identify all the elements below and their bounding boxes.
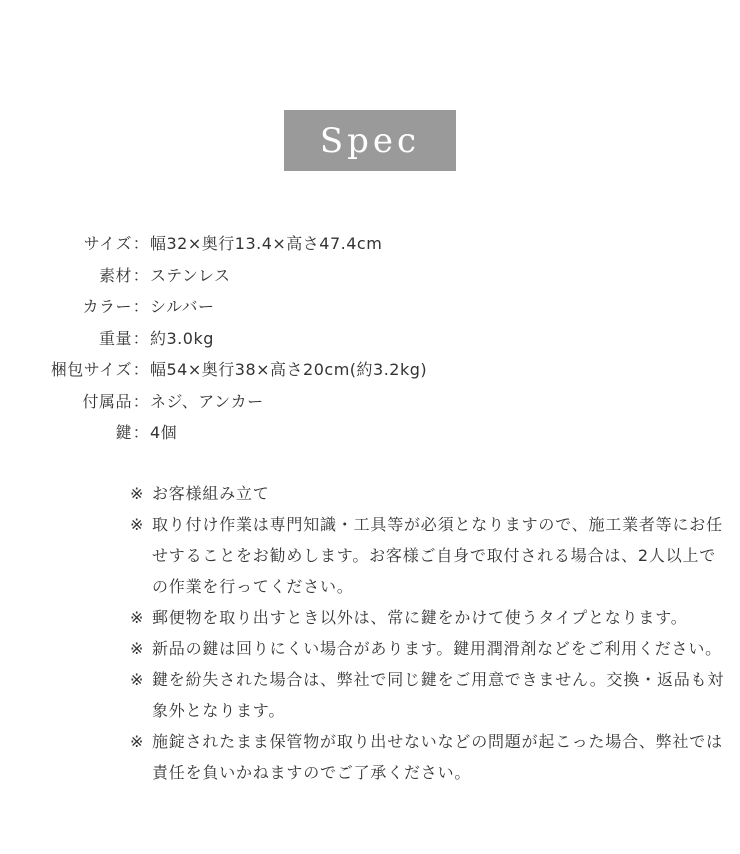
- spec-separator: ：: [132, 360, 150, 380]
- spec-separator: ：: [132, 265, 150, 285]
- note-text: 鍵を紛失された場合は、弊社で同じ鍵をご用意できません。交換・返品も対象外となります。: [152, 670, 725, 720]
- note-mark: ※: [130, 732, 145, 751]
- spec-label: 鍵: [115, 423, 132, 443]
- spec-separator: ：: [132, 423, 150, 443]
- note-mark: ※: [130, 515, 145, 534]
- spec-title-banner: [284, 110, 456, 171]
- spec-row-size: [0, 227, 740, 259]
- spec-label: 重量: [98, 328, 132, 348]
- spec-separator: ：: [132, 328, 150, 348]
- spec-table: [0, 227, 740, 448]
- note-mark: ※: [130, 608, 145, 627]
- spec-row-weight: [0, 322, 740, 354]
- note-text: 施錠されたまま保管物が取り出せないなどの問題が起こった場合、弊社では責任を負いかねますのでご了承ください。: [152, 732, 723, 782]
- note-text: 新品の鍵は回りにくい場合があります。鍵用潤滑剤などをご利用ください。: [152, 639, 722, 658]
- spec-value: 約3.0kg: [150, 328, 214, 348]
- spec-row-keys: [0, 416, 740, 448]
- note-item: [130, 726, 730, 788]
- note-text: お客様組み立て: [152, 484, 270, 503]
- spec-separator: ：: [132, 297, 150, 317]
- note-item: [130, 478, 730, 509]
- note-text: 郵便物を取り出すとき以外は、常に鍵をかけて使うタイプとなります。: [152, 608, 688, 627]
- note-item: [130, 509, 730, 602]
- spec-label: 梱包サイズ: [50, 360, 132, 380]
- note-text: 取り付け作業は専門知識・工具等が必須となりますので、施工業者等にお任せすることをお勧めします。お客様ご自身で取付される場合は、2人以上での作業を行ってください。: [152, 515, 723, 596]
- spec-value: 幅54×奥行38×高さ20cm(約3.2kg): [150, 360, 428, 380]
- spec-row-package-size: [0, 353, 740, 385]
- spec-value: ステンレス: [150, 265, 231, 285]
- spec-value: 4個: [150, 423, 178, 443]
- spec-separator: ：: [132, 234, 150, 254]
- note-mark: ※: [130, 484, 145, 503]
- notes-list: [130, 478, 730, 788]
- spec-value: ネジ、アンカー: [150, 391, 264, 411]
- spec-separator: ：: [132, 391, 150, 411]
- spec-value: シルバー: [150, 297, 215, 317]
- note-item: [130, 633, 730, 664]
- note-mark: ※: [130, 639, 145, 658]
- spec-row-color: [0, 290, 740, 322]
- spec-label: カラー: [82, 297, 132, 317]
- spec-label: 素材: [98, 265, 132, 285]
- spec-label: サイズ: [83, 234, 132, 254]
- spec-value: 幅32×奥行13.4×高さ47.4cm: [150, 234, 383, 254]
- note-item: [130, 602, 730, 633]
- spec-row-accessories: [0, 385, 740, 417]
- note-mark: ※: [130, 670, 145, 689]
- spec-label: 付属品: [82, 391, 132, 411]
- note-item: [130, 664, 730, 726]
- spec-row-material: [0, 259, 740, 291]
- spec-title: Spec: [319, 120, 421, 161]
